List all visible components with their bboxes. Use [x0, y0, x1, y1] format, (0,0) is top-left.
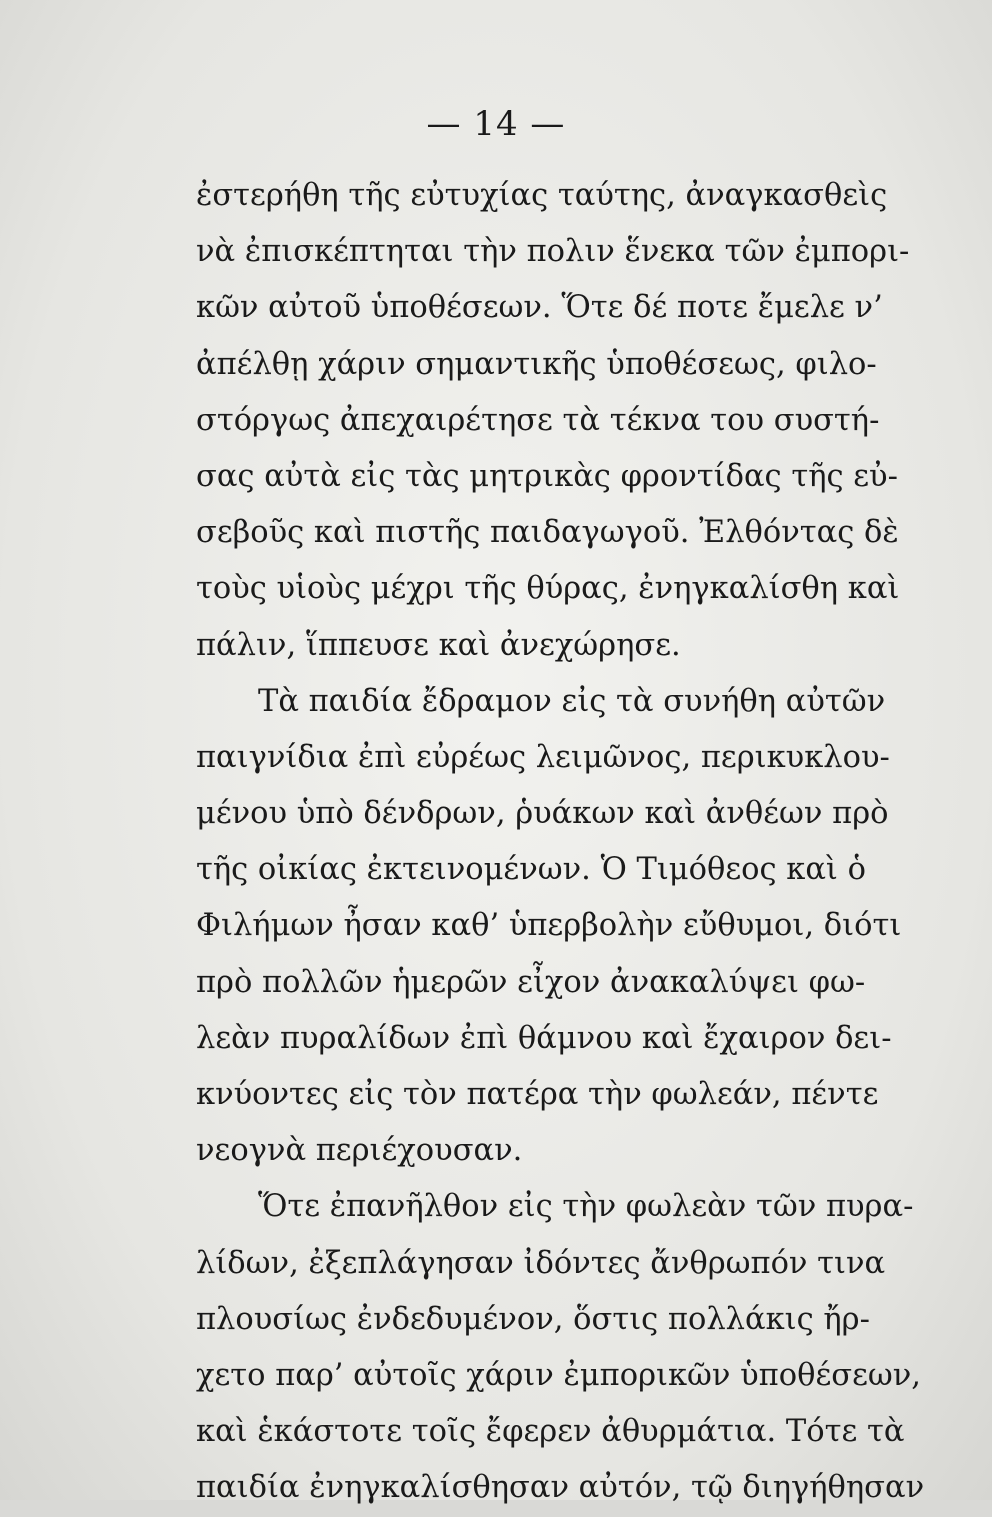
text-line: στόργως ἀπεχαιρέτησε τὰ τέκνα του συστή- — [196, 402, 880, 438]
text-line: σεβοῦς καὶ πιστῆς παιδαγωγοῦ. Ἐλθόντας δὲ — [196, 515, 899, 551]
text-line: πλουσίως ἐνδεδυμένον, ὅστις πολλάκις ἤρ- — [196, 1301, 870, 1337]
text-line: μένου ὑπὸ δένδρων, ῥυάκων καὶ ἀνθέων πρὸ — [196, 796, 889, 832]
text-line: πάλιν, ἵππευσε καὶ ἀνεχώρησε. — [196, 627, 681, 663]
text-line: Ὅτε ἐπανῆλθον εἰς τὴν φωλεὰν τῶν πυρα- — [258, 1189, 914, 1225]
page-number: — 14 — — [426, 104, 566, 144]
text-line: ἐστερήθη τῆς εὐτυχίας ταύτης, ἀναγκασθεὶς — [196, 178, 888, 213]
text-line: τῆς οἰκίας ἐκτεινομένων. Ὁ Τιμόθεος καὶ ὁ — [196, 852, 866, 888]
text-line: καὶ ἑκάστοτε τοῖς ἔφερεν ἀθυρμάτια. Τότε τὰ — [196, 1414, 905, 1450]
text-line: χετο παρ’ αὐτοῖς χάριν ἐμπορικῶν ὑποθέσεων, — [196, 1357, 921, 1393]
text-line: Φιλήμων ἦσαν καθ’ ὑπερβολὴν εὔθυμοι, διότι — [196, 908, 902, 944]
text-line: σας αὐτὰ εἰς τὰς μητρικὰς φροντίδας τῆς εὐ- — [196, 458, 898, 494]
text-line: παιδία ἐνηγκαλίσθησαν αὐτόν, τῷ διηγήθησαν — [196, 1470, 925, 1506]
text-line: ἀπέλθῃ χάριν σημαντικῆς ὑποθέσεως, φιλο- — [196, 346, 877, 382]
text-line: νὰ ἐπισκέπτηται τὴν πολιν ἕνεκα τῶν ἐμπορι- — [196, 234, 910, 270]
text-line: παιγνίδια ἐπὶ εὐρέως λειμῶνος, περικυκλου- — [196, 739, 890, 775]
text-line: πρὸ πολλῶν ἡμερῶν εἶχον ἀνακαλύψει φω- — [196, 964, 866, 1000]
body-text — [196, 168, 925, 1517]
text-line: νεογνὰ περιέχουσαν. — [196, 1133, 523, 1169]
text-line: κνύοντες εἰς τὸν πατέρα τὴν φωλεάν, πέντε — [196, 1077, 879, 1112]
text-line: κῶν αὐτοῦ ὑποθέσεων. Ὅτε δέ ποτε ἔμελε ν’ — [196, 290, 883, 326]
text-line: λεὰν πυραλίδων ἐπὶ θάμνου καὶ ἔχαιρον δει- — [196, 1020, 892, 1056]
text-line: Τὰ παιδία ἔδραμον εἰς τὰ συνήθη αὐτῶν — [258, 683, 886, 719]
text-line: λίδων, ἐξεπλάγησαν ἰδόντες ἄνθρωπόν τινα — [196, 1245, 886, 1281]
text-line: τοὺς υἱοὺς μέχρι τῆς θύρας, ἐνηγκαλίσθη καὶ — [196, 571, 900, 607]
